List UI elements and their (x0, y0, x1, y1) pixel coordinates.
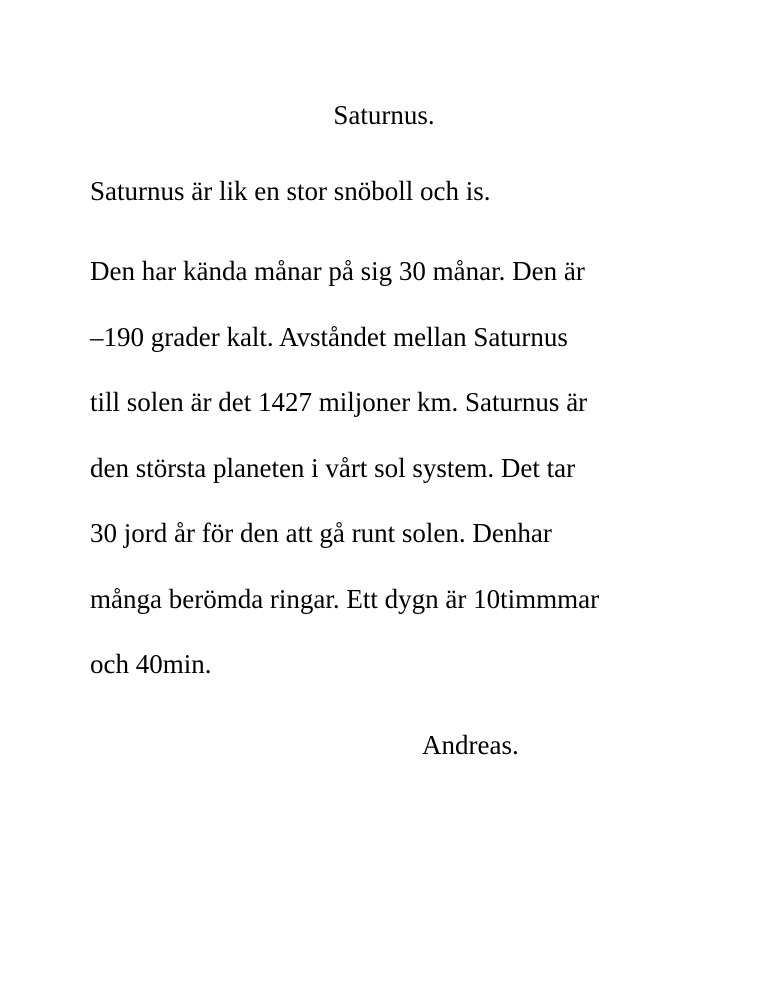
author-signature: Andreas. (422, 730, 519, 760)
body-line: den största planeten i vårt sol system. Det tar (90, 452, 576, 483)
body-line: 30 jord år för den att gå runt solen. Denhar (90, 518, 552, 548)
body-line: –190 grader kalt. Avståndet mellan Saturnus (90, 321, 568, 352)
body-text (90, 253, 599, 712)
body-line: och 40min. (90, 649, 212, 679)
intro-sentence: Saturnus är lik en stor snöboll och is. (90, 176, 491, 206)
body-line: Den har kända månar på sig 30 månar. Den är (90, 256, 585, 286)
body-line: till solen är det 1427 miljoner km. Saturnus är (90, 387, 588, 417)
document-title: Saturnus. (333, 100, 435, 130)
body-line: många berömda ringar. Ett dygn är 10timmmar (90, 583, 600, 614)
